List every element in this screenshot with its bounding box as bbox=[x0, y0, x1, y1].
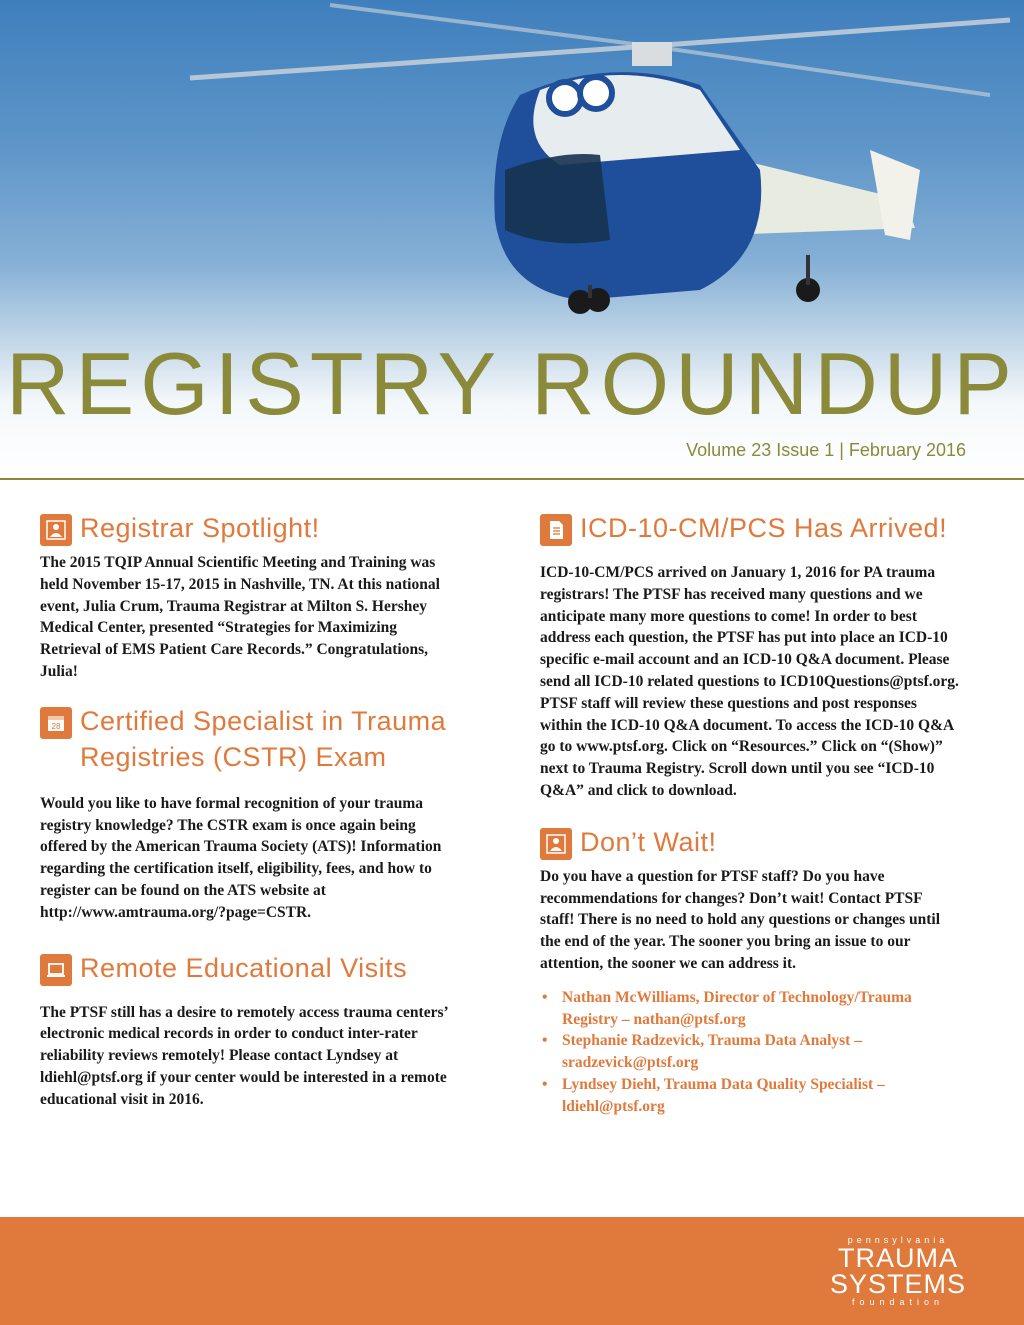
calendar-icon bbox=[40, 707, 72, 739]
contact-list bbox=[540, 987, 960, 1118]
list-item[interactable]: • Nathan McWilliams, Director of Technology/Trauma Registry – nathan@ptsf.org bbox=[562, 987, 960, 1031]
left-column bbox=[40, 510, 450, 1111]
section-body: The 2015 TQIP Annual Scientific Meeting and Training was held November 15-17, 2015 in Nashville, TN. At this national event, Julia Crum, Trauma Registrar at Milton S. Hershey Medical Center, presented “Strategies for Maximizing Retrieval of EMS Patient Care Records.” Congratulations, Julia! bbox=[40, 554, 440, 680]
ptsf-logo bbox=[830, 1235, 966, 1307]
newsletter-title: REGISTRY ROUNDUP bbox=[5, 334, 1018, 433]
logo-line1: TRAUMA bbox=[837, 1243, 958, 1273]
section-title: Remote Educational Visits bbox=[80, 952, 408, 983]
section-body: Do you have a question for PTSF staff? Do you have recommendations for changes? Don’t wait! Contact PTSF staff! There is no need to hold any questions or changes until the end of the year. The sooner you bring an issue to our attention, the sooner we can address it. bbox=[540, 867, 941, 972]
person-icon bbox=[540, 828, 572, 860]
right-column bbox=[540, 510, 960, 1118]
section-header bbox=[540, 510, 960, 546]
section-title: ICD-10-CM/PCS Has Arrived! bbox=[580, 513, 948, 543]
list-item[interactable]: • Lyndsey Diehl, Trauma Data Quality Specialist – ldiehl@ptsf.org bbox=[562, 1074, 960, 1118]
section-icd10 bbox=[540, 510, 960, 802]
issue-info: Volume 23 Issue 1 | February 2016 bbox=[686, 440, 966, 460]
section-body: ICD-10-CM/PCS arrived on January 1, 2016 for PA trauma registrars! The PTSF has received many questions and we anticipate many more questions to come! In order to best address each question, the PTSF has put into place an ICD-10 specific e-mail account and an ICD-10 Q&A document. Please send all ICD-10 related questions to ICD10Questions@ptsf.org. PTSF staff will review these questions and post responses within the ICD-10 Q&A document. To access the ICD-10 Q&A go to www.ptsf.org. Click on “Resources.” Click on “(Show)” next to Trauma Registry. Scroll down until you see “ICD-10 Q&A” and click to download. bbox=[540, 564, 959, 799]
section-cstr-exam bbox=[40, 703, 450, 924]
section-title bbox=[80, 703, 446, 775]
section-body: Would you like to have formal recognition of your trauma registry knowledge? The CSTR exam is once again being offered by the American Trauma Society (ATS)! Information regarding the certification itself, eligibility, fees, and how to register can be found on the ATS website at http://www.amtrauma.org/?page=CSTR. bbox=[40, 794, 442, 921]
section-header bbox=[40, 950, 450, 986]
person-icon bbox=[40, 514, 72, 546]
logo-line2: SYSTEMS bbox=[829, 1269, 966, 1299]
document-icon bbox=[540, 514, 572, 546]
logo-bottom-text: foundation bbox=[851, 1297, 944, 1307]
section-dont-wait bbox=[540, 824, 960, 1118]
list-item[interactable]: • Stephanie Radzevick, Trauma Data Analyst – sradzevick@ptsf.org bbox=[562, 1030, 960, 1074]
header-divider bbox=[0, 478, 1024, 480]
calendar-day: 28 bbox=[51, 721, 61, 731]
section-title: Don’t Wait! bbox=[580, 826, 717, 857]
footer-bar bbox=[0, 1217, 1024, 1325]
logo-top-text: pennsylvania bbox=[847, 1235, 949, 1245]
section-title: Registrar Spotlight! bbox=[80, 513, 320, 543]
laptop-icon bbox=[40, 954, 72, 986]
section-header bbox=[40, 703, 450, 775]
section-title-line2: Registries (CSTR) Exam bbox=[80, 741, 387, 772]
section-body: The PTSF still has a desire to remotely access trauma centers’ electronic medical records in order to conduct inter-rater reliability reviews remotely! Please contact Lyndsey at ldiehl@ptsf.org if your center would be interested in a remote educational visit in 2016. bbox=[40, 1003, 448, 1108]
section-title-line1: Certified Specialist in Trauma bbox=[80, 705, 447, 736]
section-registrar-spotlight bbox=[40, 510, 450, 683]
section-header bbox=[540, 824, 960, 860]
section-header bbox=[40, 510, 450, 546]
section-remote-visits bbox=[40, 950, 450, 1111]
